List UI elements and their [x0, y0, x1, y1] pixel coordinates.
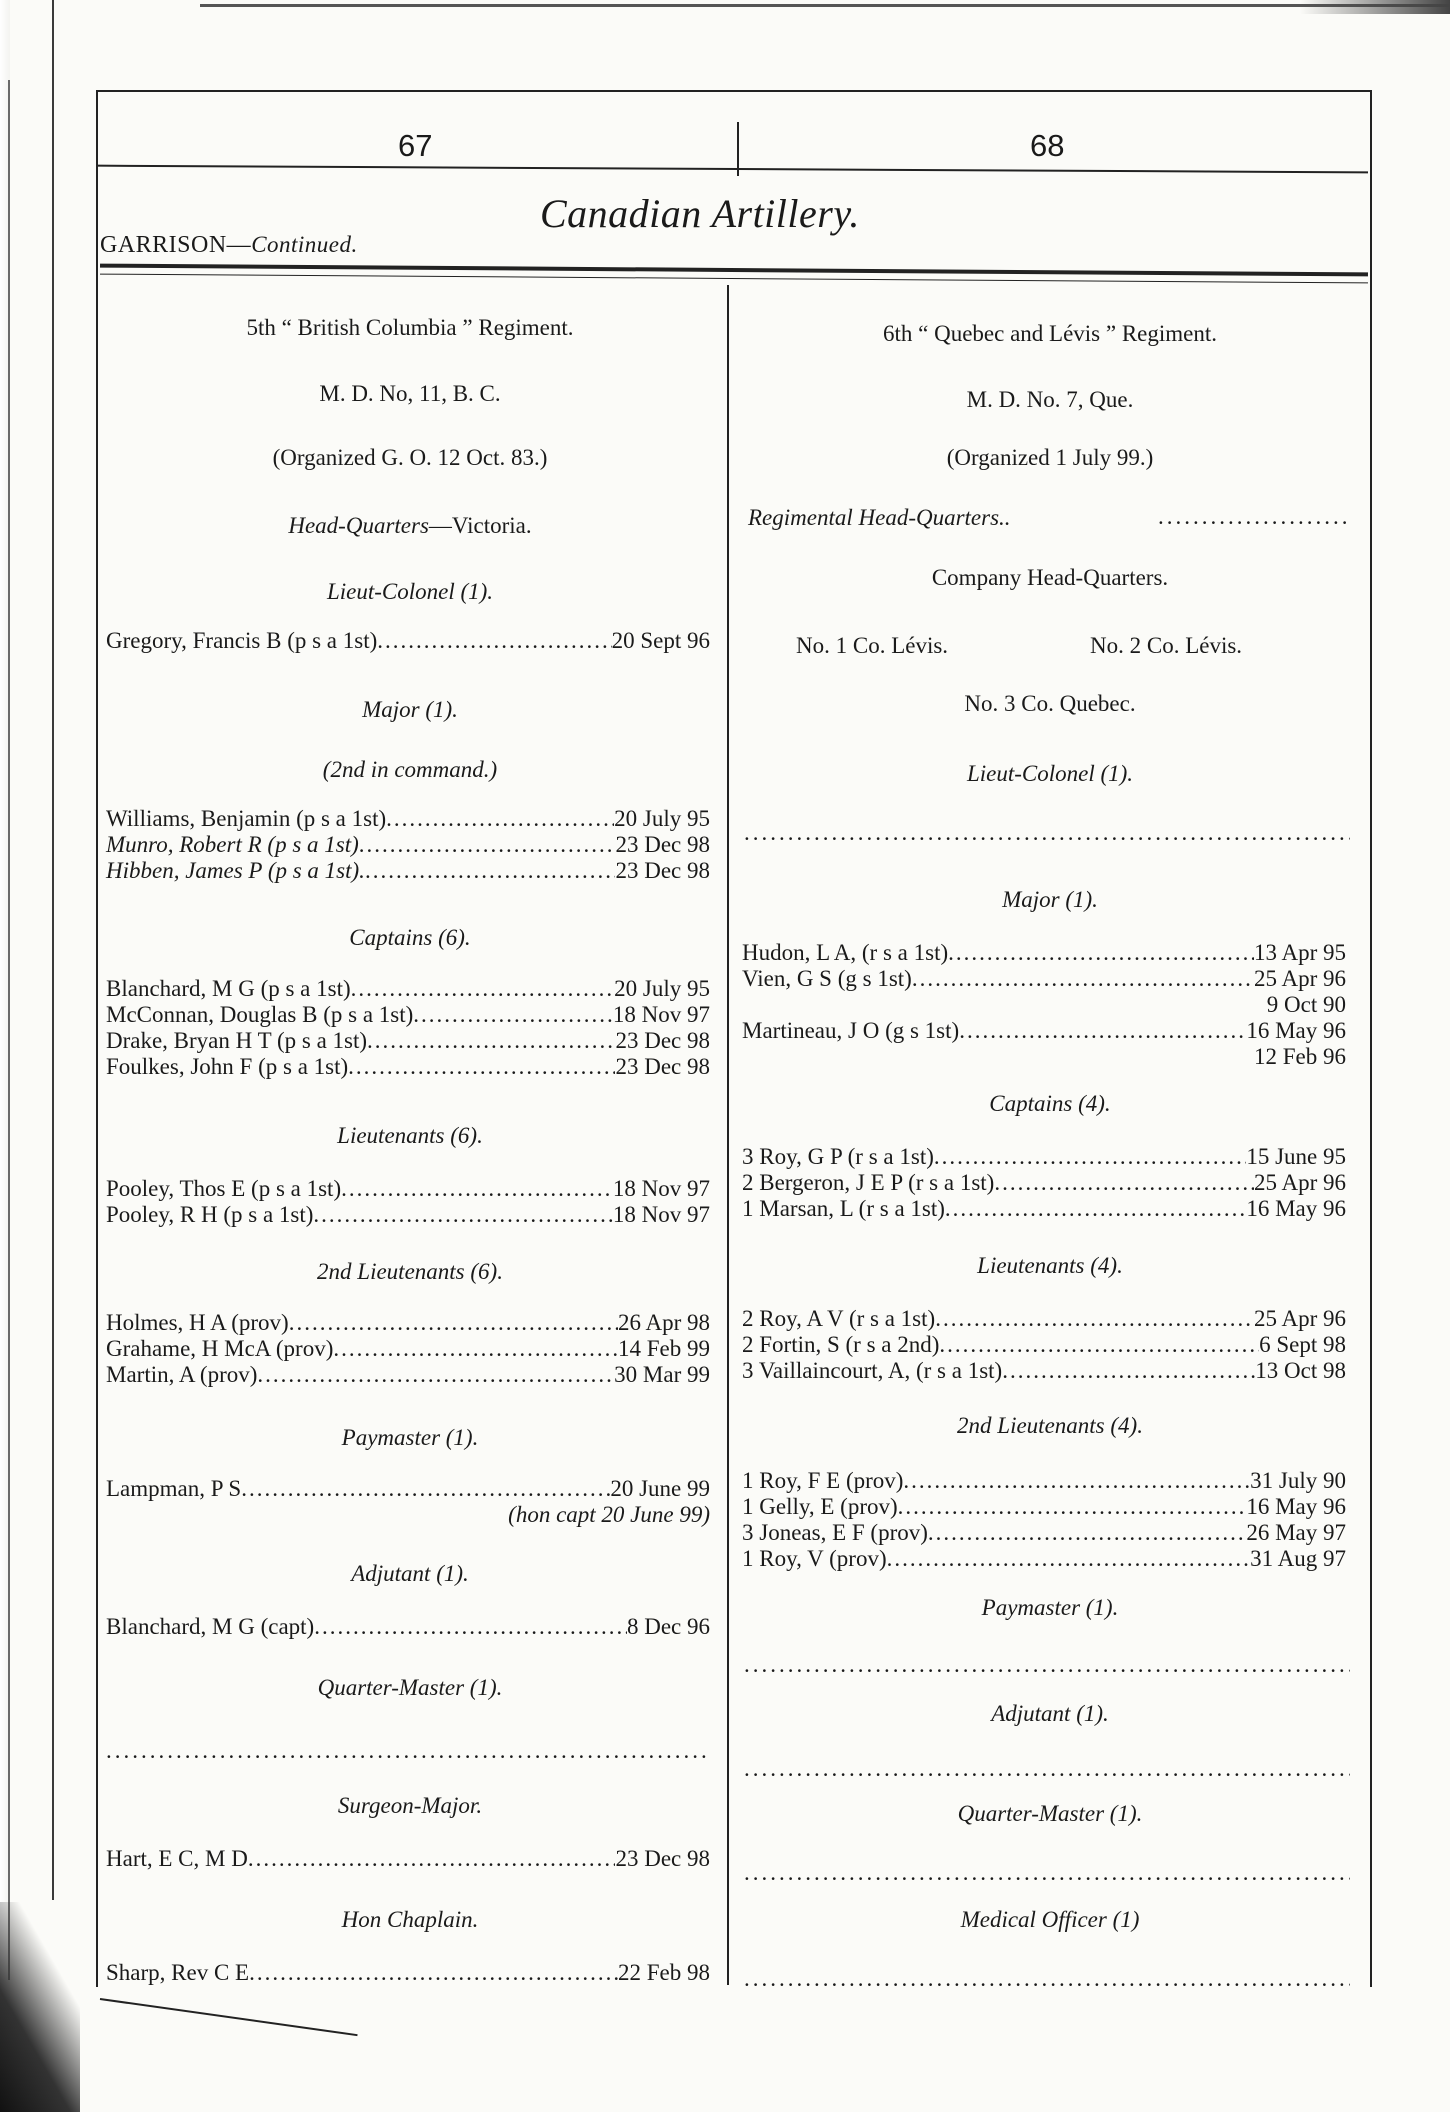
roster-entry [742, 1144, 1346, 1170]
paymaster-note: (hon capt 20 June 99) [508, 1502, 710, 1527]
vacant-line [744, 820, 1350, 848]
leader-dots [248, 1846, 616, 1872]
officer-name: Hart, E C, M D [106, 1846, 248, 1871]
commission-date: 16 May 96 [1246, 1494, 1346, 1519]
commission-date: 26 May 97 [1246, 1520, 1346, 1545]
rank-heading-chaplain: Hon Chaplain. [341, 1907, 479, 1932]
officer-name: Pooley, R H (p s a 1st) [106, 1202, 314, 1227]
roster-entry [742, 1196, 1346, 1222]
rank-heading-paymaster: Paymaster (1). [981, 1595, 1119, 1620]
rank-heading-lieutenants: Lieutenants (4). [977, 1253, 1123, 1278]
organized-note: (Organized G. O. 12 Oct. 83.) [272, 445, 548, 470]
company-2: No. 2 Co. Lévis. [1090, 633, 1243, 658]
commission-date: 25 Apr 96 [1254, 1170, 1346, 1195]
leader-dots [313, 1202, 612, 1228]
leader-dots [351, 976, 615, 1002]
commission-date: 22 Feb 98 [618, 1960, 710, 1985]
commission-date: 8 Dec 96 [626, 1614, 710, 1639]
roster-entry [106, 1614, 710, 1640]
vacant-line [744, 1860, 1350, 1888]
roster-entry [106, 1336, 710, 1362]
rank-heading-lt-col: Lieut-Colonel (1). [326, 579, 494, 604]
binding-line [52, 0, 54, 1900]
vacant-line [744, 1756, 1350, 1784]
commission-date: 23 Dec 98 [615, 1054, 710, 1079]
officer-name: Drake, Bryan H T (p s a 1st) [106, 1028, 368, 1053]
leader-dots [994, 1170, 1254, 1196]
rank-heading-captains: Captains (6). [349, 925, 471, 950]
rank-heading-major: Major (1). [1002, 887, 1098, 912]
leader-dots [377, 628, 611, 654]
roster-entry [106, 1202, 710, 1228]
rank-heading-surgeon: Surgeon-Major. [337, 1793, 483, 1818]
leader-dots [367, 1028, 615, 1054]
leader-dots [241, 1476, 610, 1502]
leader-dots [249, 1960, 618, 1986]
leader-dots [948, 940, 1254, 966]
roster-entry [106, 1028, 710, 1054]
officer-name: Lampman, P S [106, 1476, 242, 1501]
commission-date: 15 June 95 [1246, 1144, 1346, 1169]
commission-date: 18 Nov 97 [612, 1176, 710, 1201]
company-1: No. 1 Co. Lévis. [796, 633, 949, 658]
leader-dots [903, 1468, 1250, 1494]
roster-entry [106, 1176, 710, 1202]
rank-heading-qm: Quarter-Master (1). [317, 1675, 503, 1700]
leader-dots [912, 966, 1254, 992]
district: M. D. No. 7, Que. [966, 387, 1134, 412]
leader-dots [1002, 1358, 1255, 1384]
leader-dots [413, 1002, 613, 1028]
officer-name: Gregory, Francis B (p s a 1st) [106, 628, 378, 653]
leader-dots [365, 858, 616, 884]
page-number-right: 68 [1030, 128, 1065, 163]
officer-name: Holmes, H A (prov) [106, 1310, 289, 1335]
commission-date: 25 Apr 96 [1254, 1306, 1346, 1331]
officer-name: Pooley, Thos E (p s a 1st) [106, 1176, 342, 1201]
officer-name: Sharp, Rev C E [106, 1960, 250, 1985]
commission-date: 23 Dec 98 [615, 858, 710, 883]
rank-subheading: (2nd in command.) [322, 757, 498, 782]
extra-date: 9 Oct 90 [1266, 992, 1346, 1017]
officer-name: 2 Bergeron, J E P (r s a 1st) [742, 1170, 995, 1195]
commission-date: 20 June 99 [610, 1476, 710, 1501]
leader-dots [945, 1196, 1246, 1222]
officer-name: Williams, Benjamin (p s a 1st) [106, 806, 387, 831]
regiment-heading: 5th “ British Columbia ” Regiment. [246, 315, 574, 340]
rank-heading-major: Major (1). [362, 697, 458, 722]
roster-entry [742, 1494, 1346, 1520]
leader-dots [934, 1144, 1246, 1170]
roster-entry [742, 1468, 1346, 1494]
rank-heading-paymaster: Paymaster (1). [341, 1425, 479, 1450]
roster-entry [742, 1018, 1346, 1044]
company-hq-heading: Company Head-Quarters. [931, 565, 1169, 590]
roster-entry [742, 940, 1346, 966]
commission-date: 18 Nov 97 [612, 1202, 710, 1227]
rank-heading-adjutant: Adjutant (1). [351, 1561, 469, 1586]
roster-entry [742, 1520, 1346, 1546]
leader-dots [341, 1176, 613, 1202]
leader-dots [887, 1546, 1251, 1572]
binding-line [8, 80, 10, 1980]
officer-name: Grahame, H McA (prov) [106, 1336, 334, 1361]
rank-heading-lt-col: Lieut-Colonel (1). [966, 761, 1134, 786]
roster-entry [106, 1054, 710, 1080]
column-divider [727, 285, 729, 1985]
commission-date: 16 May 96 [1246, 1018, 1346, 1043]
officer-name: 1 Roy, V (prov) [742, 1546, 887, 1571]
leader-dots [898, 1494, 1247, 1520]
leader-dots [928, 1520, 1246, 1546]
leader-dots [359, 832, 616, 858]
officer-name: Vien, G S (g s 1st) [742, 966, 912, 991]
commission-date: 20 July 95 [614, 976, 710, 1001]
leader-dots [333, 1336, 618, 1362]
roster-entry [106, 1846, 710, 1872]
rank-heading-adjutant: Adjutant (1). [991, 1701, 1109, 1726]
leader-dots [314, 1614, 627, 1640]
roster-entry [106, 1362, 710, 1388]
head-quarters [100, 512, 720, 540]
page-number-left: 67 [398, 128, 433, 163]
rank-heading-qm: Quarter-Master (1). [957, 1801, 1143, 1826]
commission-date: 6 Sept 98 [1259, 1332, 1346, 1357]
officer-name: Blanchard, M G (capt) [106, 1614, 315, 1639]
scan-shadow [0, 1902, 80, 2112]
hq-label: Head-Quarters [288, 513, 429, 538]
scan-top-line [200, 4, 1450, 7]
vacant-line [106, 1738, 710, 1766]
officer-name: Blanchard, M G (p s a 1st) [106, 976, 351, 1001]
officer-name: Munro, Robert R (p s a 1st) [106, 832, 359, 857]
officer-name: Martin, A (prov) [106, 1362, 258, 1387]
roster-entry [106, 1310, 710, 1336]
commission-date: 31 July 90 [1250, 1468, 1346, 1493]
vacant-line [744, 1966, 1350, 1994]
scan-smudge [1300, 0, 1450, 14]
regimental-hq: Regimental Head-Quarters.. [748, 505, 1011, 530]
commission-date: 23 Dec 98 [615, 1028, 710, 1053]
officer-name: 1 Marsan, L (r s a 1st) [742, 1196, 945, 1221]
roster-entry [106, 832, 710, 858]
commission-date: 31 Aug 97 [1250, 1546, 1346, 1571]
roster-entry [106, 858, 710, 884]
leader-dots [959, 1018, 1246, 1044]
officer-name: 2 Roy, A V (r s a 1st) [742, 1306, 936, 1331]
leader-dots [348, 1054, 615, 1080]
rank-heading-lieutenants: Lieutenants (6). [337, 1123, 483, 1148]
roster-entry [742, 1546, 1346, 1572]
district: M. D. No, 11, B. C. [319, 381, 501, 406]
leader-dots [257, 1362, 614, 1388]
rank-heading-medical: Medical Officer (1) [960, 1907, 1140, 1932]
roster-entry [106, 806, 710, 832]
commission-date: 26 Apr 98 [618, 1310, 710, 1335]
roster-entry [106, 1002, 710, 1028]
leader-dots [386, 806, 614, 832]
roster-entry [106, 628, 710, 654]
roster-entry [742, 1306, 1346, 1332]
roster-entry [106, 976, 710, 1002]
commission-date: 30 Mar 99 [614, 1362, 710, 1387]
commission-date: 23 Dec 98 [615, 832, 710, 857]
commission-date: 13 Apr 95 [1254, 940, 1346, 965]
commission-date: 14 Feb 99 [618, 1336, 710, 1361]
roster-entry [106, 1476, 710, 1502]
roster-entry [742, 1358, 1346, 1384]
company-3: No. 3 Co. Quebec. [964, 691, 1136, 716]
section-heading [100, 232, 358, 259]
roster-entry [106, 1960, 710, 1986]
hq-value: —Victoria. [428, 513, 532, 538]
rank-heading-2nd-lts: 2nd Lieutenants (6). [317, 1259, 503, 1284]
bottom-rule [100, 1998, 358, 2036]
vacant-line [1158, 504, 1352, 532]
commission-date: 25 Apr 96 [1254, 966, 1346, 991]
commission-date: 23 Dec 98 [615, 1846, 710, 1871]
commission-date: 13 Oct 98 [1255, 1358, 1346, 1383]
commission-date: 18 Nov 97 [612, 1002, 710, 1027]
officer-name: 2 Fortin, S (r s a 2nd) [742, 1332, 940, 1357]
officer-name: 1 Gelly, E (prov) [742, 1494, 898, 1519]
page-title: Canadian Artillery. [540, 191, 860, 236]
rank-heading-captains: Captains (4). [989, 1091, 1111, 1116]
vacant-line [744, 1652, 1350, 1680]
officer-name: 3 Roy, G P (r s a 1st) [742, 1144, 934, 1169]
regiment-heading: 6th “ Quebec and Lévis ” Regiment. [882, 321, 1218, 346]
roster-entry [742, 966, 1346, 992]
commission-date: 16 May 96 [1246, 1196, 1346, 1221]
officer-name: 3 Joneas, E F (prov) [742, 1520, 928, 1545]
leader-dots [289, 1310, 618, 1336]
roster-entry [742, 1332, 1346, 1358]
officer-name: Foulkes, John F (p s a 1st) [106, 1054, 349, 1079]
officer-name: Hudon, L A, (r s a 1st) [742, 940, 949, 965]
roster-entry [742, 1170, 1346, 1196]
officer-name: 3 Vaillaincourt, A, (r s a 1st) [742, 1358, 1003, 1383]
commission-date: 20 Sept 96 [611, 628, 710, 653]
leader-dots [935, 1306, 1254, 1332]
officer-name: Martineau, J O (g s 1st) [742, 1018, 960, 1043]
officer-name: McConnan, Douglas B (p s a 1st) [106, 1002, 414, 1027]
leader-dots [939, 1332, 1259, 1358]
organized-note: (Organized 1 July 99.) [946, 445, 1154, 470]
section-label: GARRISON— [100, 232, 252, 258]
section-continued: Continued. [251, 232, 358, 257]
officer-name: 1 Roy, F E (prov) [742, 1468, 904, 1493]
officer-name: Hibben, James P (p s a 1st). [106, 858, 365, 883]
extra-date: 12 Feb 96 [1254, 1044, 1346, 1069]
rank-heading-2nd-lts: 2nd Lieutenants (4). [957, 1413, 1143, 1438]
commission-date: 20 July 95 [614, 806, 710, 831]
